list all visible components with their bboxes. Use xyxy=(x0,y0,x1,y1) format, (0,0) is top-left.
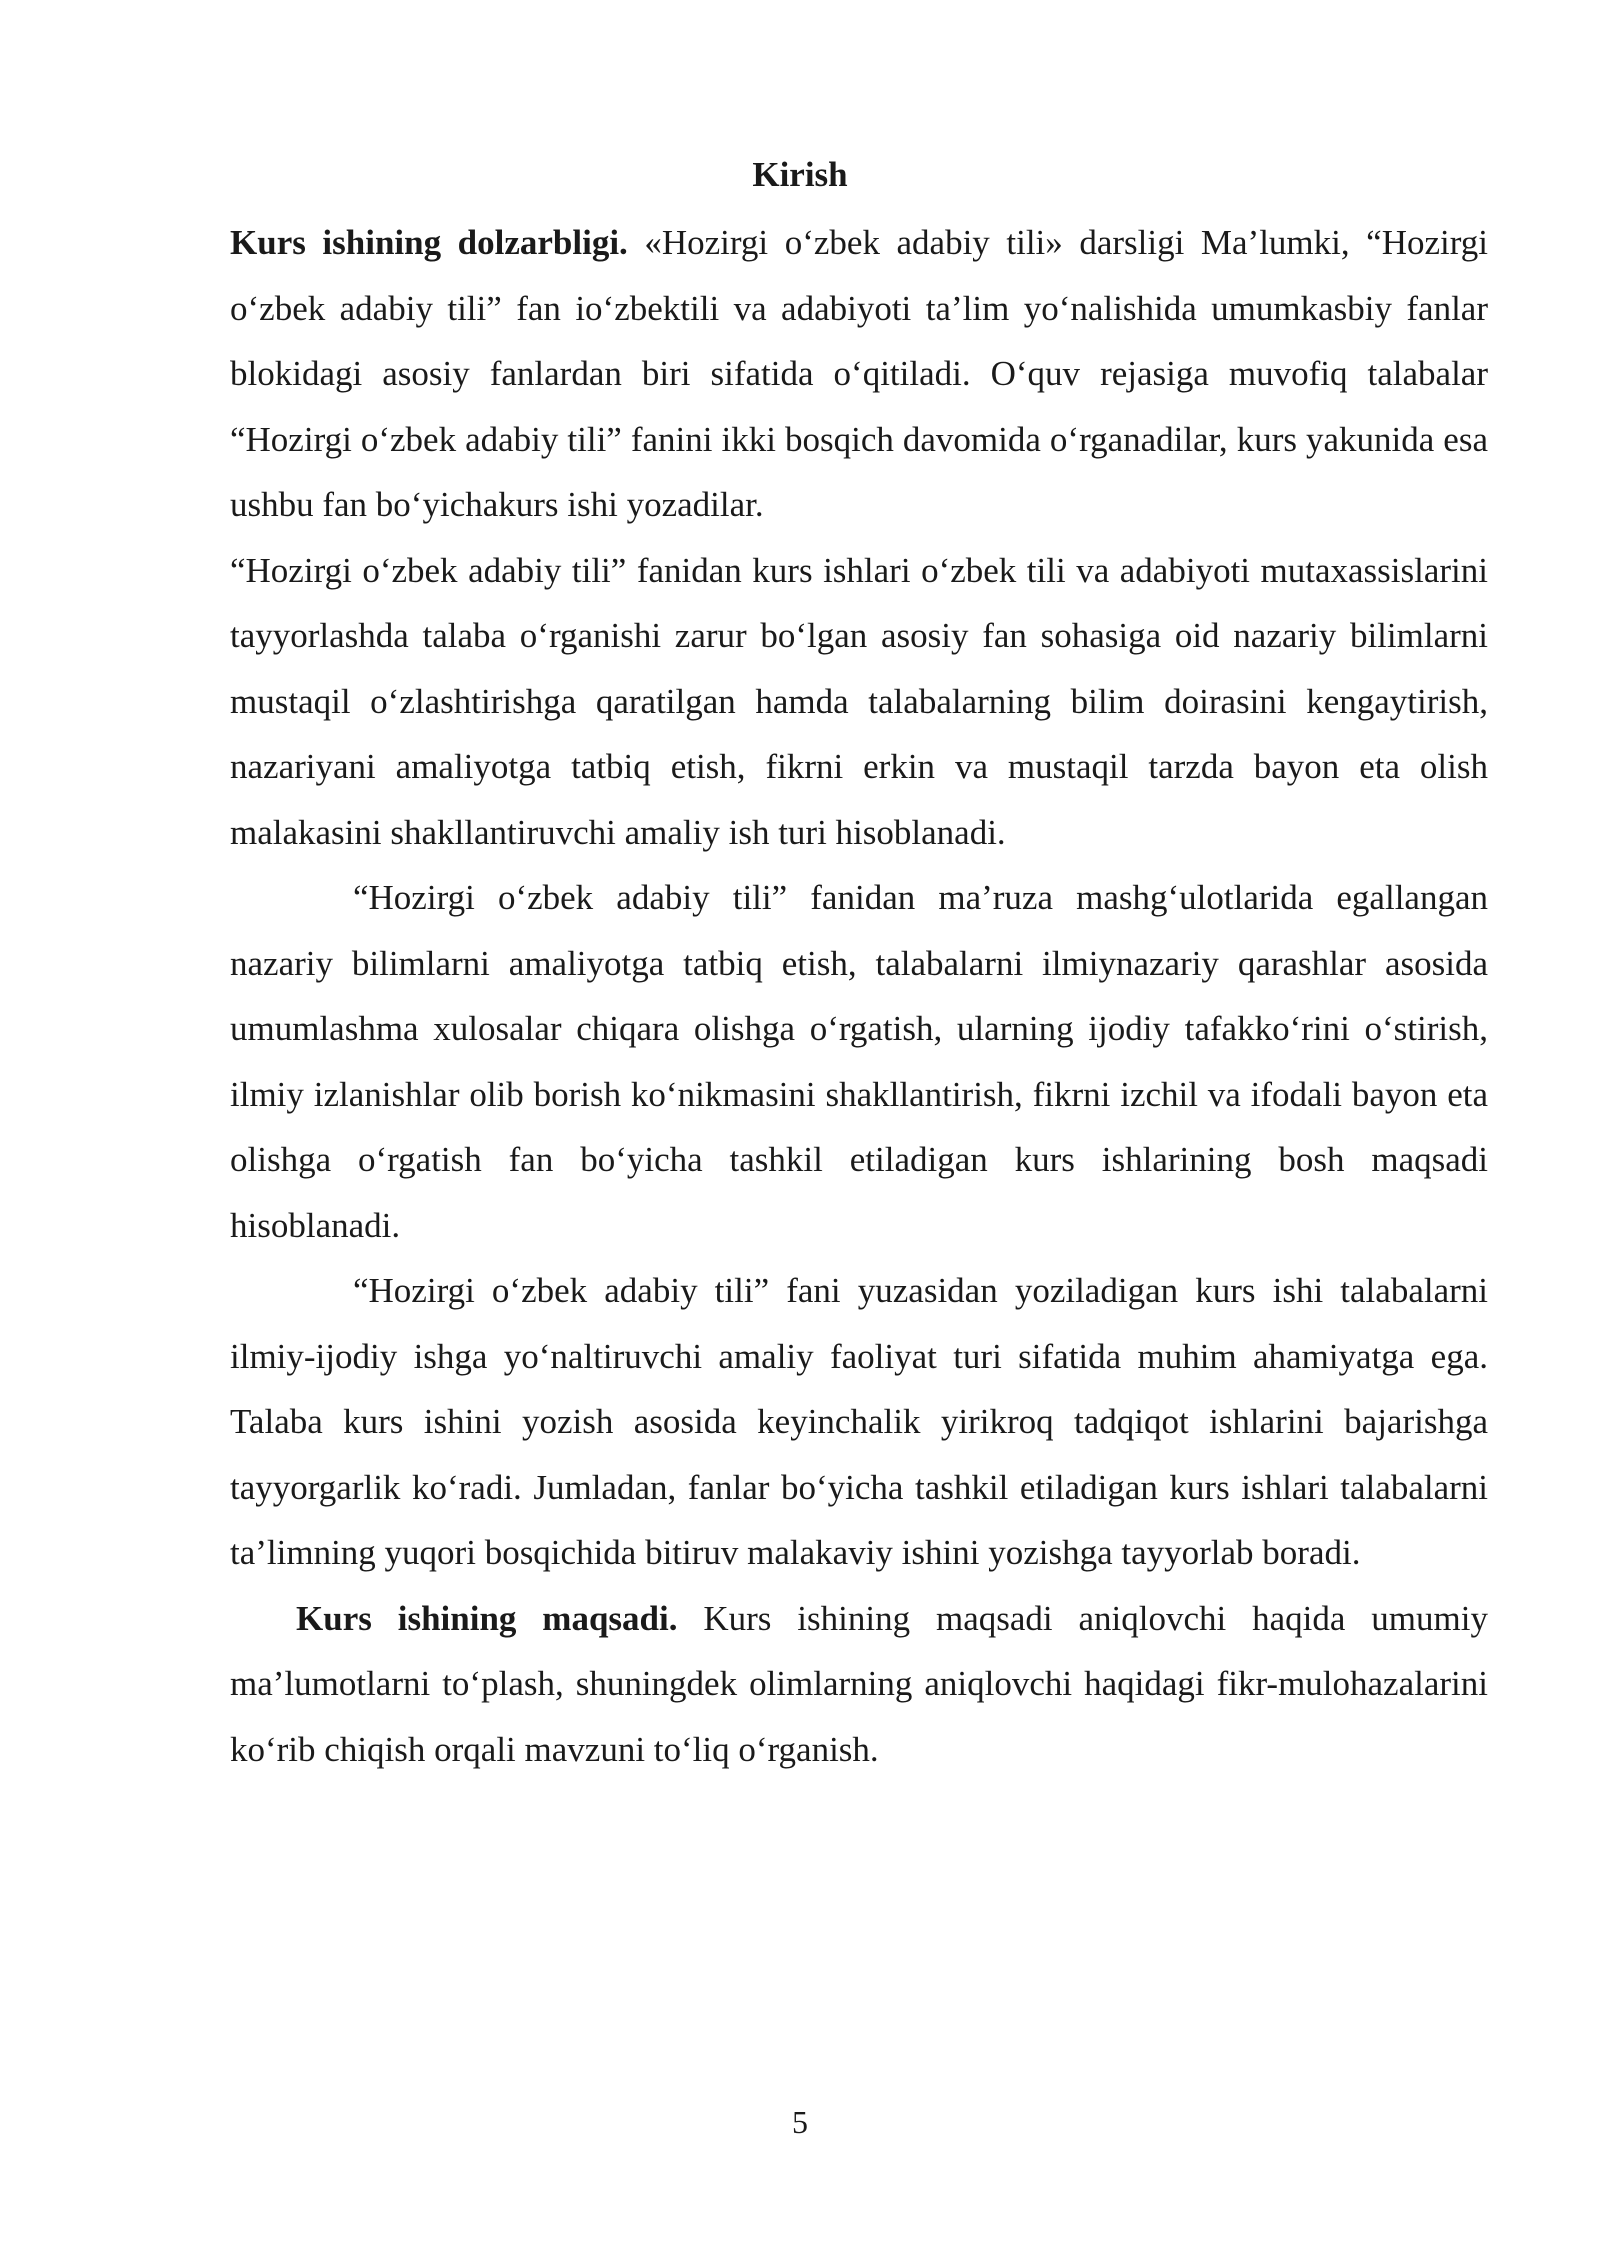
paragraph-relevance xyxy=(230,210,1488,538)
page-number: 5 xyxy=(792,2104,808,2140)
paragraph-lead-goal: Kurs ishining maqsadi. xyxy=(296,1598,678,1638)
page-title: Kirish xyxy=(752,155,848,194)
paragraph-importance xyxy=(230,1258,1488,1586)
paragraph-text-relevance: «Hozirgi o‘zbek adabiy tili» darsligi Ma’lumki, “Hozirgi o‘zbek adabiy tili” fan io‘zbektili va adabiyoti ta’lim yo‘nalishida umumkasbiy fanlar blokidagi asosiy fanlardan biri sifatida o‘qitiladi. O‘quv rejasiga muvofiq talabalar “Hozirgi o‘zbek adabiy tili” fanini ikki bosqich davomida o‘rganadilar, kurs yakunida esa ushbu fan bo‘yichakurs ishi yozadilar. xyxy=(230,223,1488,524)
paragraph-text-importance: “Hozirgi o‘zbek adabiy tili” fani yuzasidan yoziladigan kurs ishi talabalarni ilmiy-ijodiy ishga yo‘naltiruvchi amaliy faoliyat turi sifatida muhim ahamiyatga ega. Talaba kurs ishini yozish asosida keyinchalik yirikroq tadqiqot ishlarini bajarishga tayyorgarlik ko‘radi. Jumladan, fanlar bo‘yicha tashkil etiladigan kurs ishlari talabalarni ta’limning yuqori bosqichida bitiruv malakaviy ishini yozishga tayyorlab boradi. xyxy=(230,1271,1488,1572)
paragraph-course-work xyxy=(230,538,1488,866)
paragraph-goal xyxy=(230,1586,1488,1783)
paragraph-text-lectures: “Hozirgi o‘zbek adabiy tili” fanidan ma’ruza mashg‘ulotlarida egallangan nazariy bilimlarni amaliyotga tatbiq etish, talabalarni ilmiynazariy qarashlar asosida umumlashma xulosalar chiqara olishga o‘rgatish, ularning ijodiy tafakko‘rini o‘stirish, ilmiy izlanishlar olib borish ko‘nikmasini shakllantirish, fikrni izchil va ifodali bayon eta olishga o‘rgatish fan bo‘yicha tashkil etiladigan kurs ishlarining bosh maqsadi hisoblanadi. xyxy=(230,878,1488,1245)
document-body xyxy=(230,210,1488,1782)
paragraph-text-goal: Kurs ishining maqsadi aniqlovchi haqida umumiy ma’lumotlarni to‘plash, shuningdek olimlarning aniqlovchi haqidagi fikr-mulohazalarini ko‘rib chiqish orqali mavzuni to‘liq o‘rganish. xyxy=(230,1598,1488,1769)
paragraph-lead-relevance: Kurs ishining dolzarbligi. xyxy=(230,223,628,262)
paragraph-text-course-work: “Hozirgi o‘zbek adabiy tili” fanidan kurs ishlari o‘zbek tili va adabiyoti mutaxassislarini tayyorlashda talaba o‘rganishi zarur bo‘lgan asosiy fan sohasiga oid nazariy bilimlarni mustaqil o‘zlashtirishga qaratilgan hamda talabalarning bilim doirasini kengaytirish, nazariyani amaliyotga tatbiq etish, fikrni erkin va mustaqil tarzda bayon eta olish malakasini shakllantiruvchi amaliy ish turi hisoblanadi. xyxy=(230,550,1488,852)
paragraph-lectures xyxy=(230,865,1488,1258)
